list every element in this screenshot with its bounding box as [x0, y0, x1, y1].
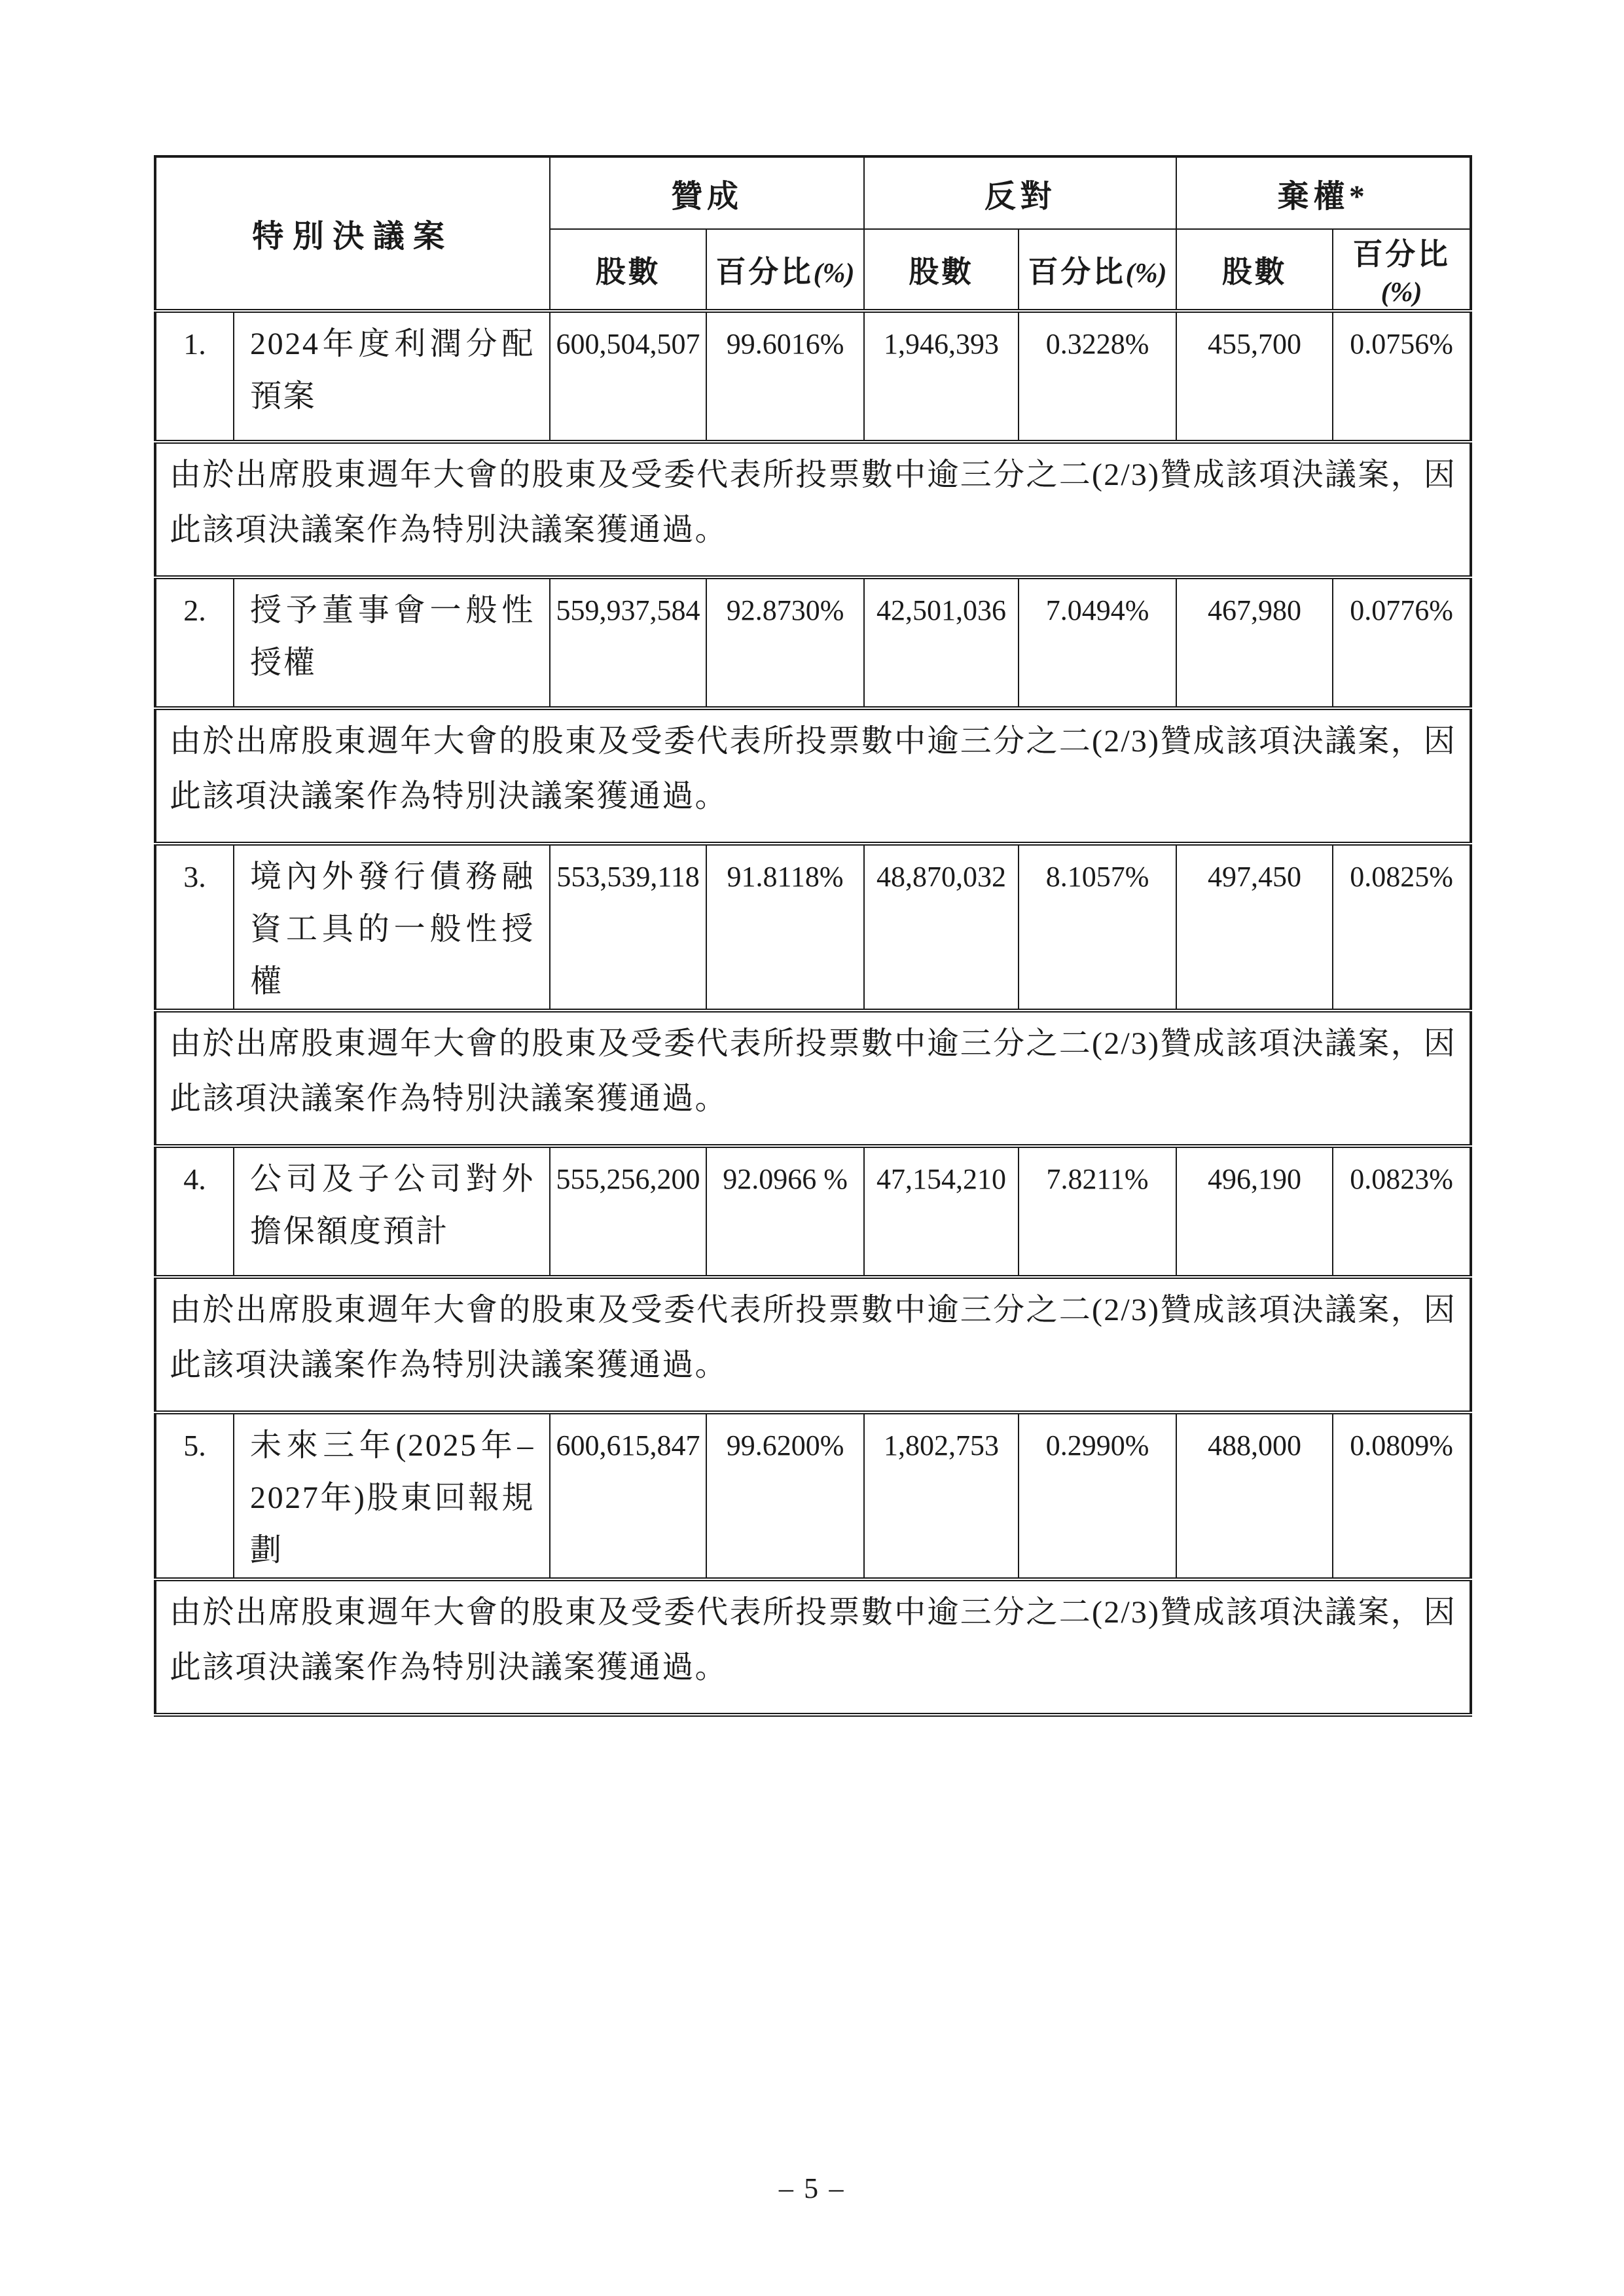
for-percent-value: 92.8730% [706, 577, 864, 708]
abstain-percent-value: 0.0776% [1333, 577, 1471, 708]
abstain-shares-value: 497,450 [1176, 844, 1333, 1011]
header-against-shares [864, 229, 1019, 311]
abstain-shares-value: 496,190 [1176, 1146, 1333, 1277]
against-percent-value: 0.3228% [1019, 311, 1176, 442]
against-percent-value: 8.1057% [1019, 844, 1176, 1011]
resolution-desc: 授予董事會一般性授權 [234, 577, 550, 708]
pass-note: 由於出席股東週年大會的股東及受委代表所投票數中逾三分之二(2/3)贊成該項決議案，因此該項決議案作為特別決議案獲通過。 [155, 442, 1471, 577]
header-abstain-percent [1333, 229, 1471, 311]
header-special-resolutions: 特別決議案 [155, 156, 550, 311]
pass-note: 由於出席股東週年大會的股東及受委代表所投票數中逾三分之二(2/3)贊成該項決議案，因此該項決議案作為特別決議案獲通過。 [155, 1579, 1471, 1715]
note-row-3 [155, 1011, 1471, 1146]
abstain-percent-value: 0.0825% [1333, 844, 1471, 1011]
abstain-percent-value: 0.0823% [1333, 1146, 1471, 1277]
pass-note: 由於出席股東週年大會的股東及受委代表所投票數中逾三分之二(2/3)贊成該項決議案，因此該項決議案作為特別決議案獲通過。 [155, 1277, 1471, 1412]
for-shares-value: 600,504,507 [550, 311, 706, 442]
resolution-number: 1. [155, 311, 234, 442]
percent-label: 百分比 [715, 255, 814, 289]
resolution-row-4 [155, 1146, 1471, 1277]
against-percent-value: 7.0494% [1019, 577, 1176, 708]
resolution-desc: 公司及子公司對外擔保額度預計 [234, 1146, 550, 1277]
for-shares-value: 555,256,200 [550, 1146, 706, 1277]
for-percent-value: 92.0966 % [706, 1146, 864, 1277]
for-percent-value: 99.6016% [706, 311, 864, 442]
resolution-row-5 [155, 1412, 1471, 1579]
header-against-percent [1019, 229, 1176, 311]
for-shares-value: 600,615,847 [550, 1412, 706, 1579]
resolution-number: 5. [155, 1412, 234, 1579]
percent-label: 百分比 [1028, 255, 1126, 289]
against-shares-value: 48,870,032 [864, 844, 1019, 1011]
against-shares-value: 1,946,393 [864, 311, 1019, 442]
abstain-shares-value: 467,980 [1176, 577, 1333, 708]
header-group-row [155, 156, 1471, 229]
resolution-row-1 [155, 311, 1471, 442]
shares-label: 股數 [1221, 255, 1288, 289]
header-for-percent [706, 229, 864, 311]
pass-note: 由於出席股東週年大會的股東及受委代表所投票數中逾三分之二(2/3)贊成該項決議案，因此該項決議案作為特別決議案獲通過。 [155, 1011, 1471, 1146]
for-shares-value: 559,937,584 [550, 577, 706, 708]
resolution-number: 2. [155, 577, 234, 708]
abstain-shares-value: 488,000 [1176, 1412, 1333, 1579]
resolution-row-3 [155, 844, 1471, 1011]
shares-label: 股數 [595, 255, 661, 289]
percent-label: 百分比 [1352, 238, 1451, 271]
for-percent-value: 91.8118% [706, 844, 864, 1011]
note-row-4 [155, 1277, 1471, 1412]
against-shares-value: 47,154,210 [864, 1146, 1019, 1277]
note-row-1 [155, 442, 1471, 577]
shares-label: 股數 [909, 255, 974, 289]
resolution-desc: 境內外發行債務融資工具的一般性授權 [234, 844, 550, 1011]
pass-note: 由於出席股東週年大會的股東及受委代表所投票數中逾三分之二(2/3)贊成該項決議案，因此該項決議案作為特別決議案獲通過。 [155, 708, 1471, 844]
header-group-against: 反對 [864, 156, 1176, 229]
page-number: – 5 – [778, 2172, 846, 2204]
abstain-percent-value: 0.0809% [1333, 1412, 1471, 1579]
against-shares-value: 42,501,036 [864, 577, 1019, 708]
header-group-for: 贊成 [550, 156, 864, 229]
resolution-desc: 2024年度利潤分配預案 [234, 311, 550, 442]
resolution-desc: 未來三年(2025年–2027年)股東回報規劃 [234, 1412, 550, 1579]
resolution-number: 3. [155, 844, 234, 1011]
percent-unit: (%) [1125, 258, 1167, 289]
resolution-number: 4. [155, 1146, 234, 1277]
note-row-2 [155, 708, 1471, 844]
percent-unit: (%) [1380, 278, 1422, 308]
abstain-shares-value: 455,700 [1176, 311, 1333, 442]
resolution-row-2 [155, 577, 1471, 708]
for-percent-value: 99.6200% [706, 1412, 864, 1579]
against-percent-value: 0.2990% [1019, 1412, 1176, 1579]
abstain-percent-value: 0.0756% [1333, 311, 1471, 442]
against-shares-value: 1,802,753 [864, 1412, 1019, 1579]
for-shares-value: 553,539,118 [550, 844, 706, 1011]
note-row-5 [155, 1579, 1471, 1715]
percent-unit: (%) [813, 258, 855, 289]
header-for-shares [550, 229, 706, 311]
header-group-abstain: 棄權* [1176, 156, 1471, 229]
header-abstain-shares [1176, 229, 1333, 311]
against-percent-value: 7.8211% [1019, 1146, 1176, 1277]
voting-results-table [154, 155, 1472, 1717]
